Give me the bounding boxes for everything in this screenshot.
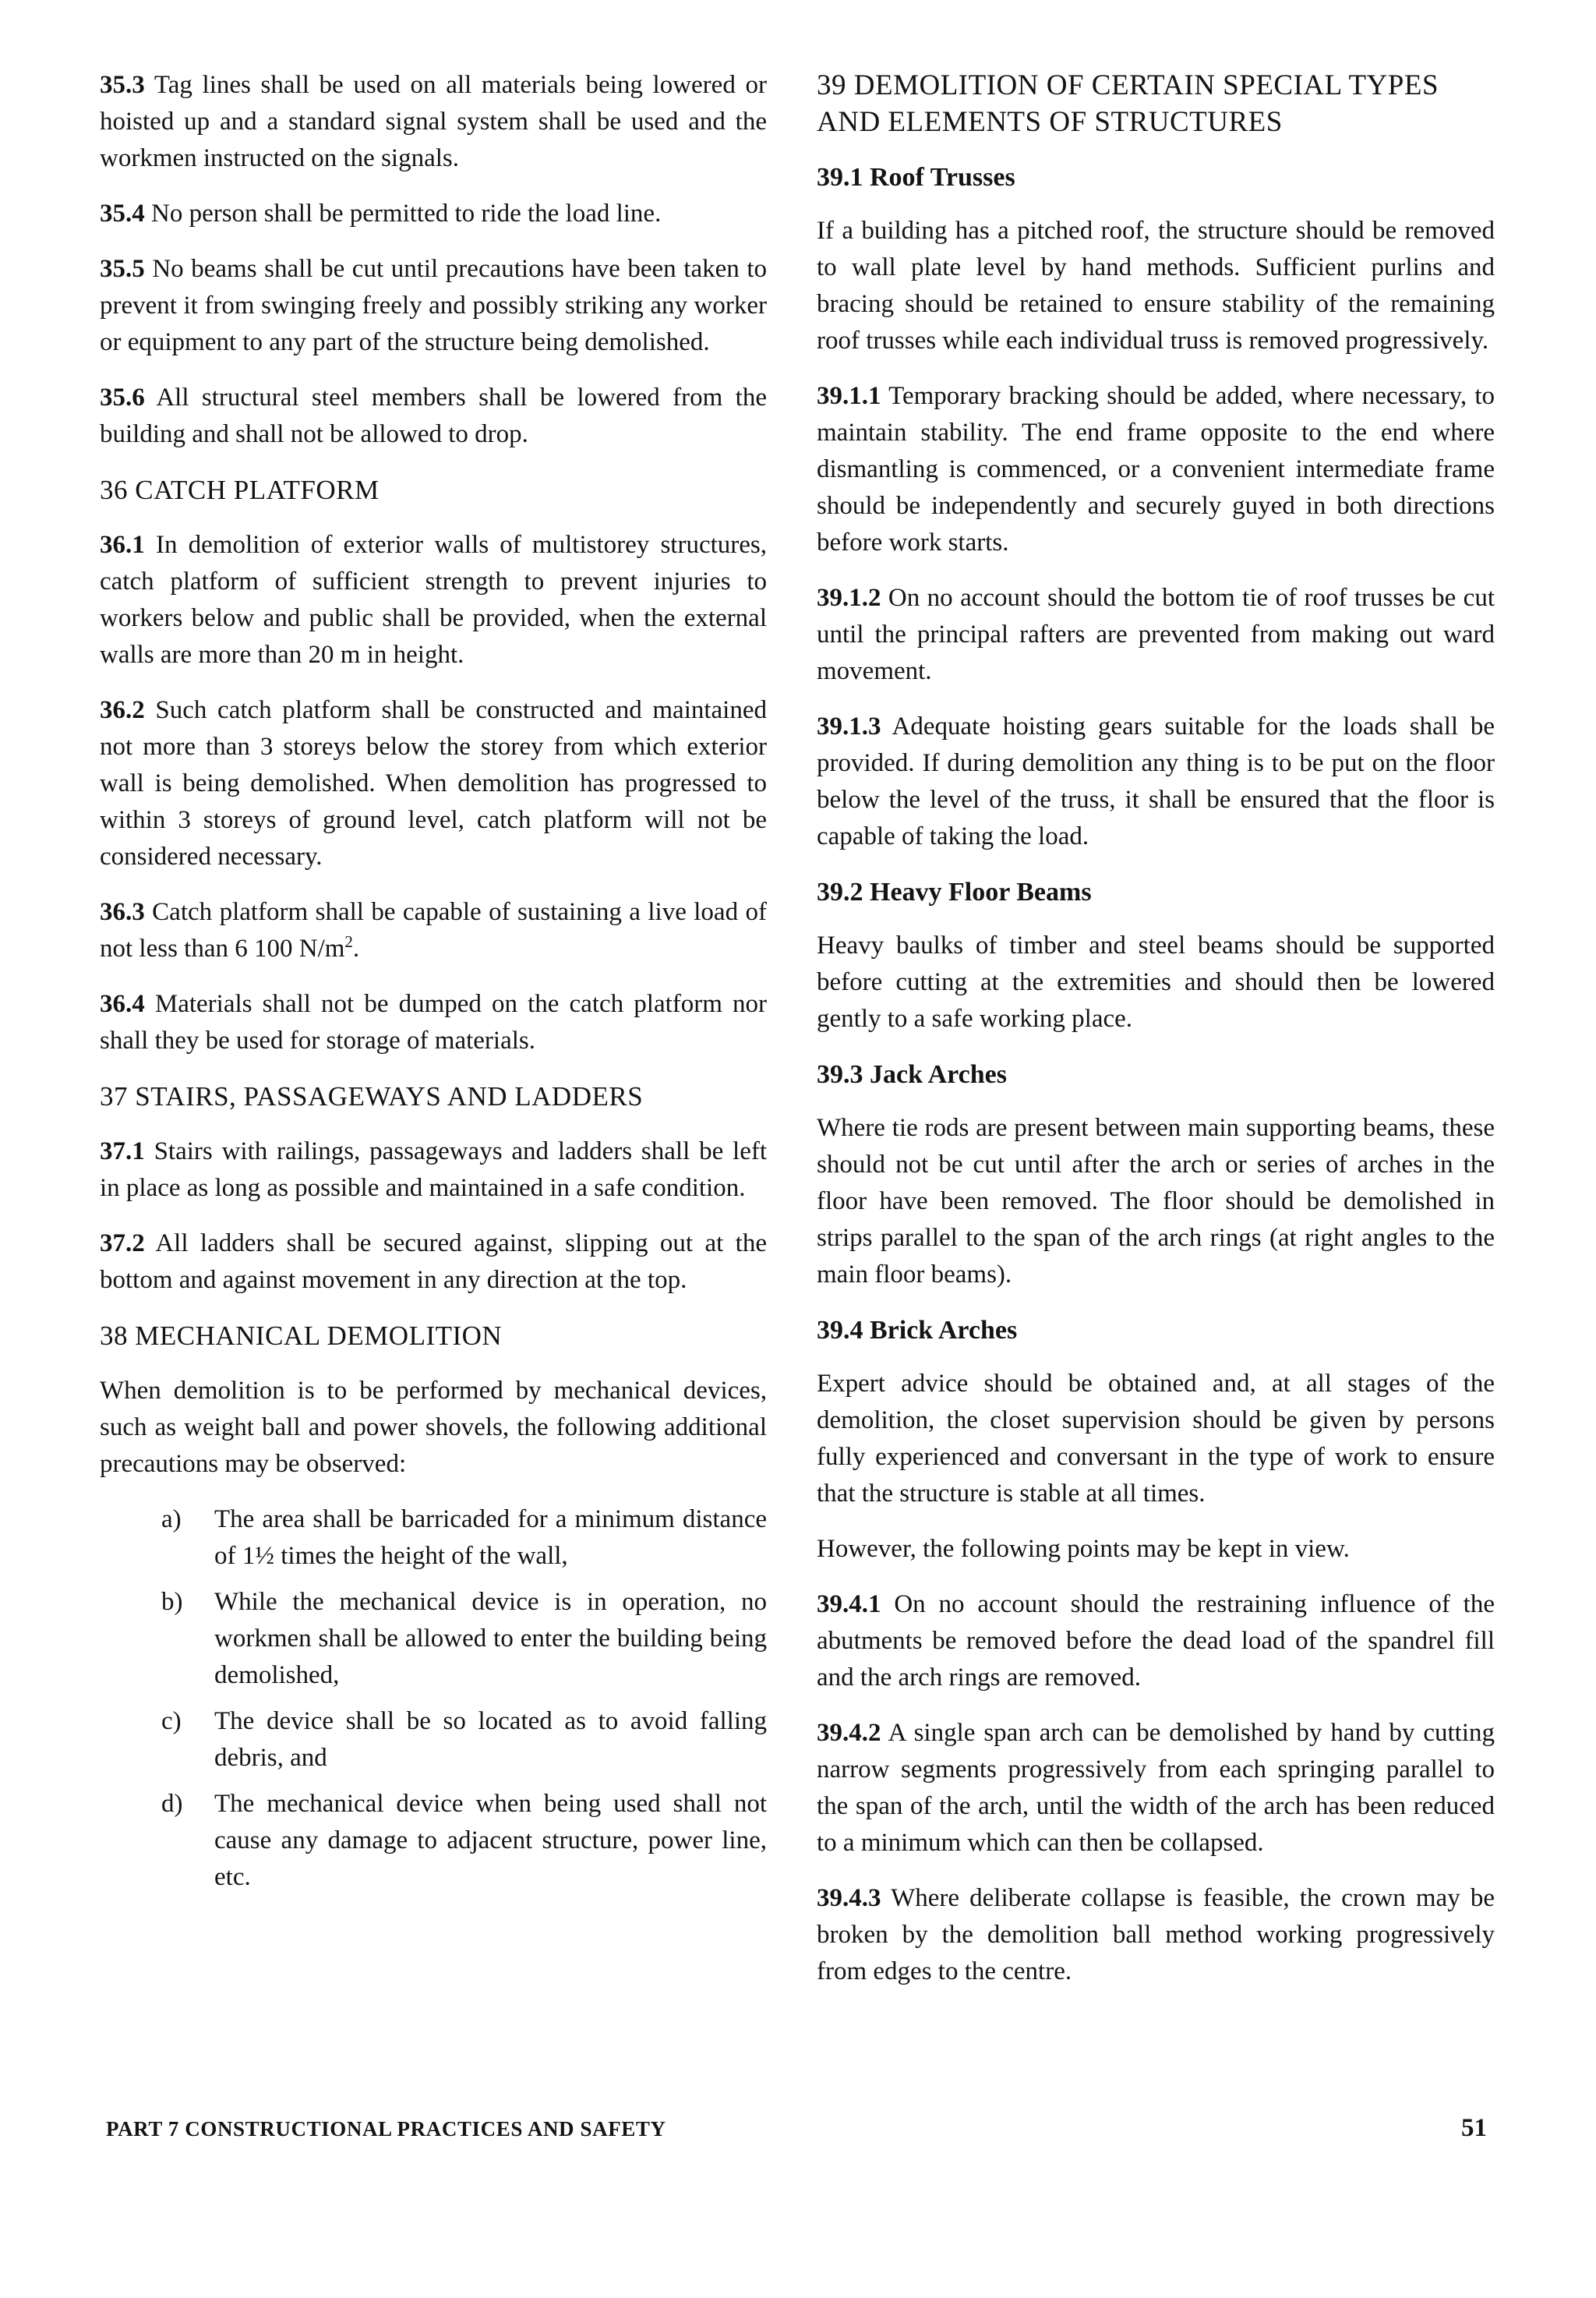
heading-37-stairs: 37 STAIRS, PASSAGEWAYS AND LADDERS bbox=[100, 1081, 644, 1112]
clause-number: 37.2 bbox=[100, 1229, 145, 1257]
clause-number: 39.1.3 bbox=[817, 712, 881, 741]
clause-number: 39.1.1 bbox=[817, 382, 881, 410]
clause-text: No beams shall be cut until precautions have been taken to prevent it from swinging freely and possibly striking any worker or equipment to any part of the structure being demolished. bbox=[100, 255, 767, 356]
clause-text: No person shall be permitted to ride the load line. bbox=[151, 200, 662, 228]
clause-number: 39.4.3 bbox=[817, 1884, 881, 1912]
clause-number: 37.1 bbox=[100, 1137, 145, 1165]
clause-37-1 bbox=[100, 1133, 767, 1207]
list-item bbox=[100, 1703, 767, 1777]
clause-number: 35.3 bbox=[100, 71, 145, 99]
clause-text: Catch platform shall be capable of sustaining a live load of not less than 6 100 N/m bbox=[100, 898, 767, 963]
clause-39-4-however: However, the following points may be kept in view. bbox=[817, 1535, 1350, 1563]
footer-part-title: PART 7 CONSTRUCTIONAL PRACTICES AND SAFETY bbox=[106, 2117, 666, 2141]
heading-39-4-brick-arches: 39.4 Brick Arches bbox=[817, 1316, 1018, 1345]
clause-text: On no account should the bottom tie of roof trusses be cut until the principal rafters are prevented from making out ward movement. bbox=[817, 584, 1495, 685]
superscript: 2 bbox=[344, 932, 353, 951]
clause-text: All structural steel members shall be lowered from the building and shall not be allowed to drop. bbox=[100, 384, 767, 448]
clause-39-1-2 bbox=[817, 580, 1495, 690]
list-item-text: The device shall be so located as to avoid falling debris, and bbox=[214, 1707, 767, 1772]
list-item bbox=[100, 1501, 767, 1575]
clause-text: Temporary bracking should be added, where necessary, to maintain stability. The end frame opposite to the end where dismantling is commenced, or a convenient intermediate frame should be independently and securely guyed in both directions before work starts. bbox=[817, 382, 1495, 557]
clause-number: 36.4 bbox=[100, 990, 145, 1018]
clause-number: 39.4.2 bbox=[817, 1719, 881, 1747]
clause-number: 36.3 bbox=[100, 898, 145, 926]
clause-text: Tag lines shall be used on all materials being lowered or hoisted up and a standard signal system shall be used and the workmen instructed on the signals. bbox=[100, 71, 767, 172]
clause-text-end: . bbox=[352, 935, 360, 963]
clause-37-2 bbox=[100, 1225, 767, 1299]
heading-39-2-heavy-floor-beams: 39.2 Heavy Floor Beams bbox=[817, 878, 1092, 907]
list-item-text: The mechanical device when being used shall not cause any damage to adjacent structure, power line, etc. bbox=[214, 1790, 767, 1891]
clause-39-1: If a building has a pitched roof, the structure should be removed to wall plate level by hand methods. Sufficient purlins and bracing should be retained to ensure stability of the remaining roof trusses while each individual truss is removed progressively. bbox=[817, 217, 1495, 355]
clause-text: All ladders shall be secured against, slipping out at the bottom and against movement in any direction at the top. bbox=[100, 1229, 767, 1294]
clause-35-3 bbox=[100, 67, 767, 177]
clause-39-2: Heavy baulks of timber and steel beams should be supported before cutting at the extremities and should then be lowered gently to a safe working place. bbox=[817, 932, 1495, 1033]
clause-39-4-1 bbox=[817, 1586, 1495, 1696]
clause-text: Adequate hoisting gears suitable for the loads shall be provided. If during demolition any thing is to be put on the floor below the level of the truss, it shall be ensured that the floor is capable of taking the load. bbox=[817, 712, 1495, 850]
clause-number: 35.5 bbox=[100, 255, 145, 283]
clause-39-4: Expert advice should be obtained and, at all stages of the demolition, the closet supervision should be given by persons fully experienced and conversant in the type of work to ensure that the structure is stable at all times. bbox=[817, 1370, 1495, 1508]
clause-text: Such catch platform shall be constructed and maintained not more than 3 storeys below the storey from which exterior wall is being demolished. When demolition has progressed to within 3 storeys of ground level, catch platform will not be considered necessary. bbox=[100, 696, 768, 871]
left-column bbox=[100, 67, 767, 1905]
list-marker: b) bbox=[161, 1588, 183, 1616]
clause-text: On no account should the restraining influence of the abutments be removed before the dead load of the spandrel fill and the arch rings are removed. bbox=[817, 1590, 1495, 1692]
list-item bbox=[100, 1584, 767, 1694]
heading-39-demolition-special: 39 DEMOLITION OF CERTAIN SPECIAL TYPES AND ELEMENTS OF STRUCTURES bbox=[817, 69, 1439, 138]
clause-39-1-3 bbox=[817, 709, 1495, 855]
page-number: 51 bbox=[1461, 2114, 1487, 2142]
list-marker: d) bbox=[161, 1790, 183, 1818]
clause-number: 36.2 bbox=[100, 696, 145, 724]
list-marker: a) bbox=[161, 1505, 182, 1533]
clause-36-4 bbox=[100, 986, 767, 1059]
heading-38-mechanical-demolition: 38 MECHANICAL DEMOLITION bbox=[100, 1320, 503, 1351]
clause-39-3: Where tie rods are present between main supporting beams, these should not be cut until after the arch or series of arches in the floor have been removed. The floor should be demolished in strips parallel to the span of the arch rings (at right angles to the main floor beams). bbox=[817, 1114, 1495, 1289]
heading-39-3-jack-arches: 39.3 Jack Arches bbox=[817, 1060, 1007, 1089]
clause-35-6 bbox=[100, 380, 767, 453]
clause-text: Where deliberate collapse is feasible, the crown may be broken by the demolition ball method working progressively from edges to the centre. bbox=[817, 1884, 1495, 1985]
clause-38-intro: When demolition is to be performed by mechanical devices, such as weight ball and power shovels, the following additional precautions may be observed: bbox=[100, 1377, 767, 1478]
list-marker: c) bbox=[161, 1707, 182, 1735]
right-column bbox=[817, 67, 1495, 2009]
clause-35-4 bbox=[100, 196, 767, 232]
heading-39-1-roof-trusses: 39.1 Roof Trusses bbox=[817, 163, 1015, 192]
clause-36-2 bbox=[100, 692, 767, 875]
heading-36-catch-platform: 36 CATCH PLATFORM bbox=[100, 475, 380, 505]
list-item-text: The area shall be barricaded for a minimum distance of 1½ times the height of the wall, bbox=[214, 1505, 767, 1570]
clause-number: 35.6 bbox=[100, 384, 145, 412]
clause-text: Stairs with railings, passageways and ladders shall be left in place as long as possible and maintained in a safe condition. bbox=[100, 1137, 768, 1202]
clause-number: 39.1.2 bbox=[817, 584, 881, 612]
list-item bbox=[100, 1786, 767, 1896]
clause-39-4-2 bbox=[817, 1715, 1495, 1861]
clause-text: Materials shall not be dumped on the catch platform nor shall they be used for storage of materials. bbox=[100, 990, 768, 1055]
clause-text: In demolition of exterior walls of multistorey structures, catch platform of sufficient strength to prevent injuries to workers below and public shall be provided, when the external walls are more than 20 m in height. bbox=[100, 531, 768, 669]
clause-35-5 bbox=[100, 251, 767, 361]
clause-number: 39.4.1 bbox=[817, 1590, 881, 1618]
clause-text: A single span arch can be demolished by hand by cutting narrow segments progressively from each springing parallel to the span of the arch, until the width of the arch has been reduced to a minimum which can then be collapsed. bbox=[817, 1719, 1495, 1857]
precautions-list bbox=[100, 1501, 767, 1896]
clause-39-1-1 bbox=[817, 378, 1495, 561]
clause-number: 35.4 bbox=[100, 200, 145, 228]
clause-number: 36.1 bbox=[100, 531, 145, 559]
clause-36-3 bbox=[100, 894, 767, 967]
clause-39-4-3 bbox=[817, 1880, 1495, 1990]
clause-36-1 bbox=[100, 527, 767, 673]
list-item-text: While the mechanical device is in operation, no workmen shall be allowed to enter the building being demolished, bbox=[214, 1588, 767, 1689]
